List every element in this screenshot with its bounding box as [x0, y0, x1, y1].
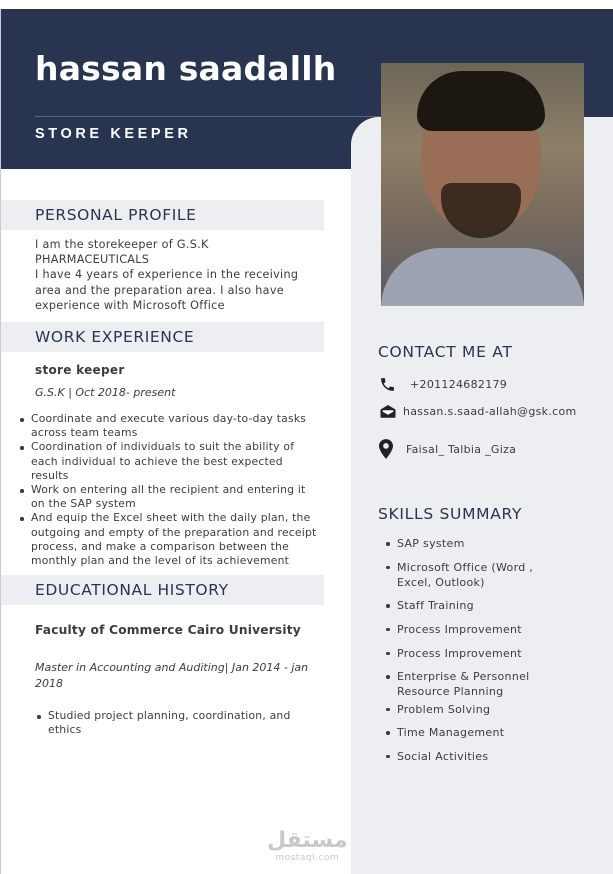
list-item: Work on entering all the recipient and entering it on the SAP system — [19, 483, 324, 511]
list-item: Social Activities — [385, 749, 555, 764]
section-heading-profile: PERSONAL PROFILE — [35, 206, 197, 224]
list-item: Process Improvement — [385, 622, 555, 637]
email-icon — [379, 403, 397, 419]
phone-icon — [379, 376, 396, 393]
mostaql-watermark — [267, 829, 347, 863]
education-degree: Master in Accounting and Auditing| Jan 2014 - jan 2018 — [35, 661, 309, 690]
profile-photo — [381, 63, 584, 306]
education-institution: Faculty of Commerce Cairo University — [35, 623, 301, 637]
section-heading-contact: CONTACT ME AT — [378, 343, 513, 361]
job-role: store keeper — [35, 363, 125, 377]
list-item: Microsoft Office (Word , Excel, Outlook) — [385, 560, 555, 590]
profile-line: area and the preparation area. I also have — [35, 283, 284, 297]
section-heading-education: EDUCATIONAL HISTORY — [35, 581, 229, 599]
job-title: STORE KEEPER — [35, 126, 192, 142]
education-bullets — [36, 709, 316, 737]
profile-line: PHARMACEUTICALS — [35, 253, 150, 267]
location-pin-icon — [379, 439, 393, 459]
watermark-latin: mostaql.com — [275, 853, 340, 863]
job-employer-dates: G.S.K | Oct 2018- present — [35, 386, 176, 399]
phone-number[interactable]: +201124682179 — [410, 378, 508, 391]
candidate-name: hassan saadallh — [35, 49, 337, 88]
list-item: And equip the Excel sheet with the daily plan, the outgoing and empty of the preparation and receipt process, and make a comparison between the monthly plan and the level of its achievement — [19, 511, 324, 568]
list-item: SAP system — [385, 536, 555, 551]
section-heading-skills: SKILLS SUMMARY — [378, 505, 523, 523]
profile-line: I have 4 years of experience in the receiving — [35, 268, 299, 282]
resume-page — [0, 9, 613, 874]
list-item: Enterprise & Personnel Resource Planning — [385, 669, 555, 699]
contact-email — [379, 403, 577, 419]
list-item: Process Improvement — [385, 646, 555, 661]
list-item: Time Management — [385, 725, 555, 740]
location-text: Faisal_ Talbia _Giza — [406, 442, 517, 456]
list-item: Coordinate and execute various day-to-day tasks across team teams — [19, 412, 324, 440]
section-heading-experience: WORK EXPERIENCE — [35, 328, 195, 346]
profile-line: I am the storekeeper of G.S.K — [35, 238, 209, 251]
profile-text — [35, 237, 325, 313]
skills-list — [385, 536, 555, 772]
list-item: Staff Training — [385, 598, 555, 613]
watermark-arabic: مستقل — [267, 828, 348, 853]
contact-location — [379, 439, 516, 459]
list-item: Problem Solving — [385, 702, 555, 717]
email-address[interactable]: hassan.s.saad-allah@gsk.com — [403, 404, 577, 418]
header-divider — [35, 116, 380, 117]
experience-bullets — [19, 412, 324, 568]
contact-phone — [379, 376, 507, 393]
list-item: Coordination of individuals to suit the ability of each individual to achieve the best expected results — [19, 440, 324, 483]
list-item: Studied project planning, coordination, and ethics — [36, 709, 316, 737]
profile-line: experience with Microsoft Office — [35, 298, 225, 312]
